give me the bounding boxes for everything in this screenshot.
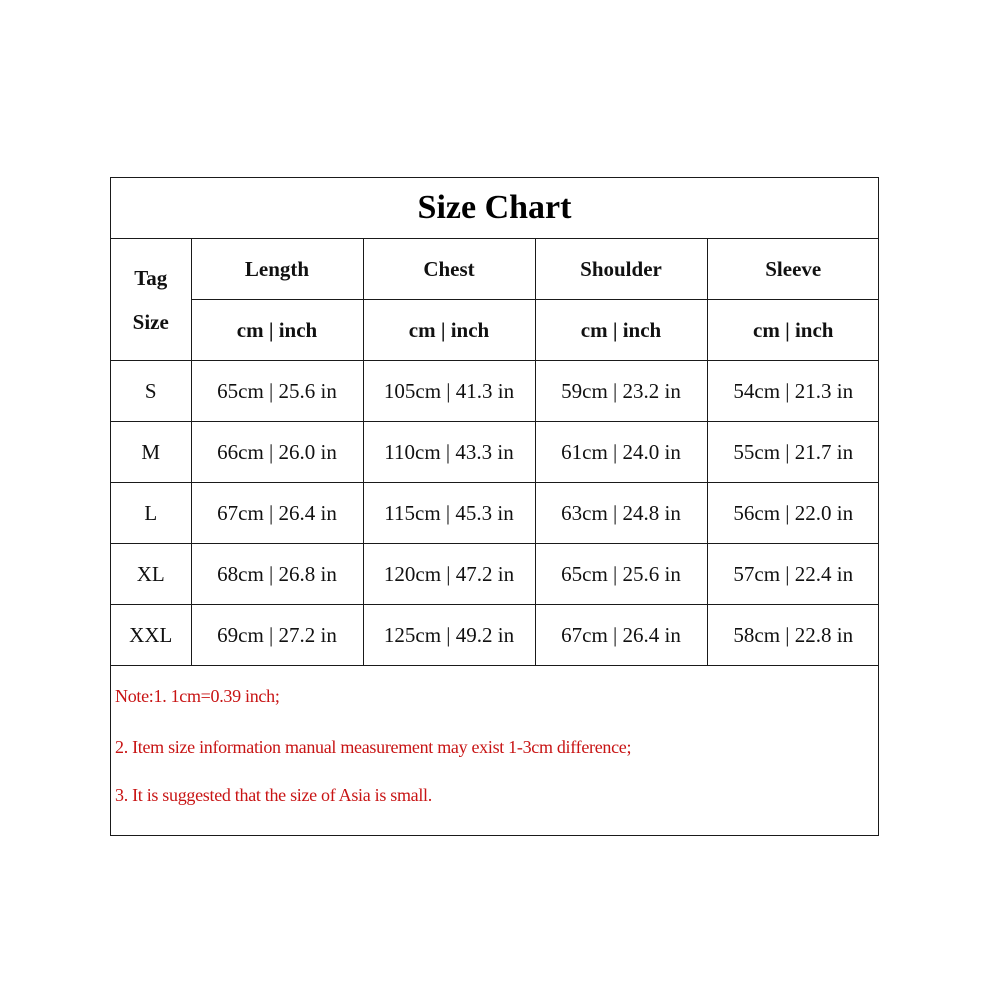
size-table	[111, 239, 879, 666]
shoulder-cell: 61cm | 24.0 in	[535, 422, 707, 483]
chest-cell: 115cm | 45.3 in	[363, 483, 535, 544]
column-header-chest: Chest	[363, 239, 535, 300]
table-row	[111, 361, 879, 422]
unit-header-sleeve: cm | inch	[707, 300, 879, 361]
chart-title: Size Chart	[111, 178, 878, 239]
shoulder-cell: 67cm | 26.4 in	[535, 605, 707, 666]
chest-cell: 120cm | 47.2 in	[363, 544, 535, 605]
size-header-line: Size	[132, 309, 169, 334]
size-label: L	[111, 483, 191, 544]
table-row	[111, 544, 879, 605]
chest-cell: 105cm | 41.3 in	[363, 361, 535, 422]
unit-header-chest: cm | inch	[363, 300, 535, 361]
note-asia-size: 3. It is suggested that the size of Asia is small.	[115, 785, 432, 805]
table-row	[111, 483, 879, 544]
table-row	[111, 605, 879, 666]
column-header-shoulder: Shoulder	[535, 239, 707, 300]
tag-size-header	[111, 239, 191, 361]
unit-header-length: cm | inch	[191, 300, 363, 361]
tag-header-line: Tag	[134, 265, 168, 290]
note-measurement: 2. Item size information manual measurement may exist 1-3cm difference;	[115, 737, 632, 757]
shoulder-cell: 63cm | 24.8 in	[535, 483, 707, 544]
sleeve-cell: 58cm | 22.8 in	[707, 605, 879, 666]
chest-cell: 125cm | 49.2 in	[363, 605, 535, 666]
shoulder-cell: 59cm | 23.2 in	[535, 361, 707, 422]
length-cell: 67cm | 26.4 in	[191, 483, 363, 544]
size-chart	[110, 177, 879, 836]
chest-cell: 110cm | 43.3 in	[363, 422, 535, 483]
length-cell: 69cm | 27.2 in	[191, 605, 363, 666]
header-row-measure	[111, 239, 879, 300]
sleeve-cell: 55cm | 21.7 in	[707, 422, 879, 483]
shoulder-cell: 65cm | 25.6 in	[535, 544, 707, 605]
unit-header-shoulder: cm | inch	[535, 300, 707, 361]
size-label: M	[111, 422, 191, 483]
column-header-sleeve: Sleeve	[707, 239, 879, 300]
header-row-units	[111, 300, 879, 361]
column-header-length: Length	[191, 239, 363, 300]
note-conversion: Note:1. 1cm=0.39 inch;	[115, 686, 280, 706]
length-cell: 66cm | 26.0 in	[191, 422, 363, 483]
length-cell: 68cm | 26.8 in	[191, 544, 363, 605]
sleeve-cell: 54cm | 21.3 in	[707, 361, 879, 422]
size-label: XL	[111, 544, 191, 605]
size-label: XXL	[111, 605, 191, 666]
length-cell: 65cm | 25.6 in	[191, 361, 363, 422]
table-row	[111, 422, 879, 483]
sleeve-cell: 57cm | 22.4 in	[707, 544, 879, 605]
size-label: S	[111, 361, 191, 422]
sleeve-cell: 56cm | 22.0 in	[707, 483, 879, 544]
